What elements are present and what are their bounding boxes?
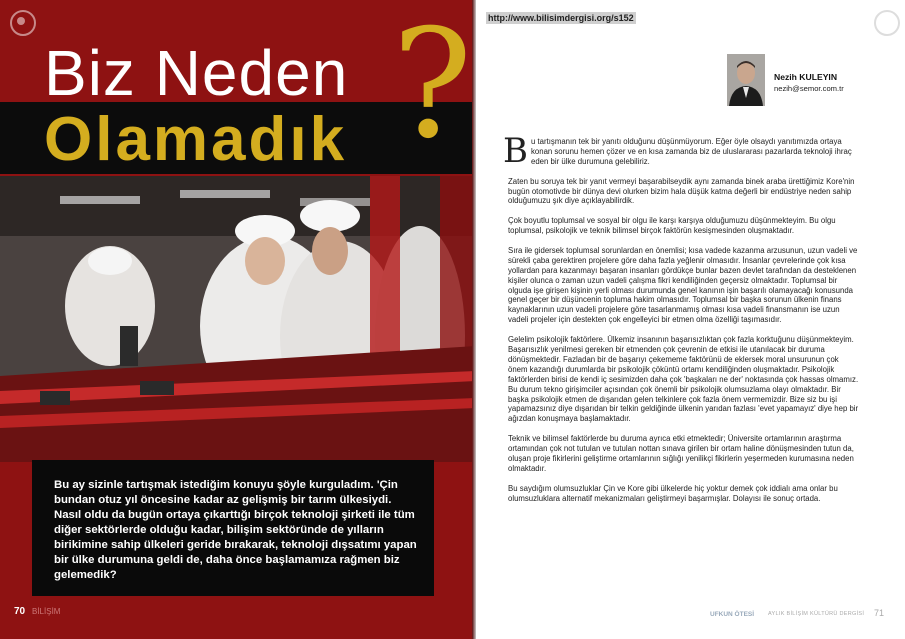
title-line-2: Olamadık [44,105,348,174]
author-portrait [727,54,765,106]
article-paragraph-6: Teknik ve bilimsel faktörlerde bu duruma ayrıca etki etmektedir; Üniversite ortamlarının araştırma ortamından çok not tutulan ve tutulan nottan sınava girilen bir ortam haline dönüşmesinden tutun da, oluşan proje fikirlerini geliştirme ortamlarının sığlığı yenilikçi fikirlerin yeşermeden kurumasına neden olmaktadır. [508,434,854,473]
magazine-logo-icon-right [874,10,900,36]
article-paragraph-2: Zaten bu soruya tek bir yanıt vermeyi başarabilseydik aynı zamanda binek araba ürettiğimiz Kore'nin bugün otomotivde bir dünya devi olurken bizim hala düşük katma değerli bir endüstriye neden sahip olduğumuzu şık diye açıklayabilirdik. [508,176,855,206]
article-paragraph-4: Sıra ile gidersek toplumsal sorunlardan en önemlisi; kısa vadede kazanma arzusunun, uzun vadeli ve sürekli çaba gerektiren projelere göre daha fazla yeğlenir olmasıdır. İnsanlar çevrelerinde çok kısa yollardan para kazanmayı başaran insanları gördükçe bunlar bazen devlet tarafından da desteklenen kişiler olunca o zaman uzun vadeli çalışma fikri kendiliğinden geçersiz olmaktadır. Toplumsal bir olguda işe girişen kişinin yerli olması durumunda genel kanının işin başarılı olamayacağı konusunda genel geçer bir düşüncenin topluma hakim olmasıdır. Toplumsal bir başka sorunun ülkenin finans kaynaklarının uzun vadeli projelere göre tasarlanmamış olması kısa vadeli finansmanın ise uzun vadeli projeler için destekten çok engelleyici bir etmen olma özelliği taşımasıdır. [508,245,858,325]
footer-section-label: UFKUN ÖTESİ [710,611,755,618]
lead-paragraph: Bu ay sizinle tartışmak istediğim konuyu şöyle kurguladım. 'Çin bundan otuz yıl öncesine kadar az gelişmiş bir tarım ülkesiydi. Nasıl oldu da bugün ortaya çıkarttığı birçok teknoloji şirketi ile tüm diğer sektörlerde olduğu kadar, bilişim sektöründe de yılların birikimine sahip ülkeleri geride bırakarak, teknoloji dışsatımı yapan bir ülke durumuna geldi de, daha önce başlamamıza rağmen biz gelemedik? [54,479,417,581]
author-email[interactable]: nezih@semor.com.tr [774,84,844,93]
right-page [476,0,905,639]
drop-cap: B [503,131,528,171]
article-url[interactable]: http://www.bilisimdergisi.org/s152 [488,13,634,23]
article-paragraph-1-text: u tartışmanın tek bir yanıtı olduğunu düşünmüyorum. Eğer öyle olsaydı yanıtımızda ortaya konan sorunu hemen çözer ve en kısa zamanda biz de uluslararası pazarlarda teknoloji ihraç eden bir ülke durumuna gelebiliriz. [531,137,852,166]
article-paragraph-3: Çok boyutlu toplumsal ve sosyal bir olgu ile karşı karşıya olduğumuzu düşünmekteyim. Bu olgu toplumsal, psikolojik ve teknik bilimsel birçok faktörün kesişmesinden oluşmaktadır. [508,216,836,236]
article-paragraph-5: Gelelim psikolojik faktörlere. Ülkemiz insanının başarısızlıktan çok fazla korktuğunu düşünmekteyim. Başarısızlık yenilmesi gereken bir etmenden çok çevrenin de etkisi ile utanılacak bir duruma dönüşmektedir. Fazladan bir de başarıyı çekememe faktörünü de eklersek moral unsurunun çok önem kazandığı durumlarda bir psikolojik çöküntü ortamı kendiliğinden oluşmaktadır. Psikolojik faktörlerden birisi de kendi iç sesimizden daha çok 'başkaları ne der' noktasında çok hassas olmamız. Bu durum tekno girişimciler açısından çok önemli bir psikolojik olumsuzlama olayı olmaktadır. Bir başka psikolojik etmen de dışarıdan gelen telkinlere çok fazla önem vermemizdir. Bize siz bu işi yapamazsınız diye dışarıdan bir telkin geldiğinde ülkenin yarıdan fazlası 'evet yapamayız' diye hep bir ağızdan konuşmaya başlamaktadır. [508,335,859,424]
title-line-1: Biz Neden [44,37,349,109]
factory-workers-photo [0,176,476,462]
author-avatar [727,54,765,106]
page-number-left: 70 [14,606,26,617]
photo-illustration [0,176,476,462]
article-paragraph-7: Bu saydığım olumsuzluklar Çin ve Kore gibi ülkelerde hiç yoktur demek çok iddialı ama onlar bu olumsuzluklara alternatif mekanizmaları geliştirmeyi başarmışlar. Dolayısı ile sonuç ortada. [508,483,838,503]
magazine-name-left: BİLİŞİM [32,607,61,616]
magazine-logo-icon [10,10,36,36]
question-mark: ? [392,0,473,172]
article-paragraph-1 [503,131,860,171]
footer-magazine-name: AYLIK BİLİŞİM KÜLTÜRÜ DERGİSİ [768,611,865,617]
article-body [503,131,860,513]
page-number-right: 71 [874,608,885,618]
author-name: Nezih KULEYIN [774,72,838,82]
